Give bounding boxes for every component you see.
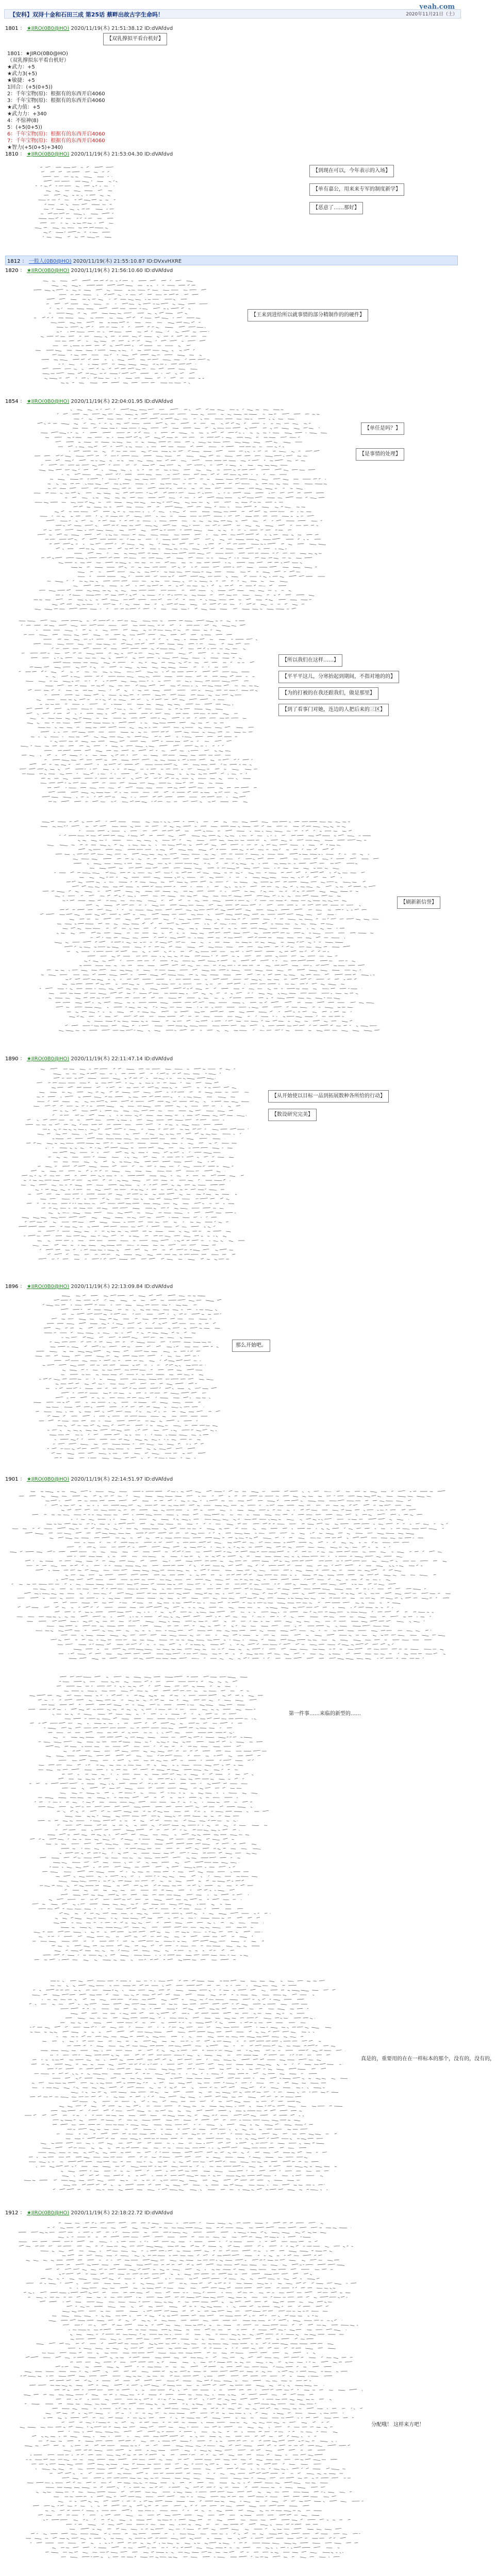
ascii-art-figure [31,407,330,613]
site-logo[interactable]: yeah.com [419,3,455,11]
dialog-box: 那么开始吧。 [232,1340,270,1352]
ascii-art-figure [36,819,387,1036]
date-stamp: 2020年11月21日（土） [406,10,457,17]
post-meta: 2020/11/19(木) 22:14:51.97 ID:dVAfdvd [71,1477,173,1482]
ascii-art-figure [31,1293,227,1463]
post-number[interactable]: 1890 [5,1056,18,1062]
status-line: ★武力：+5 [7,64,105,71]
post-header-highlight: 1812 ： 一般人(0B0@HO) 2020/11/19(木) 21:55:10.87 ID:DVxvHXRE [5,256,458,265]
post-header: 1896 ： ★JIRO(0B0@HO) 2020/11/19(木) 22:13:09.84 ID:dVAfdvd [5,1282,173,1290]
dialog-box: 【为的打被的在我还跟我们，做是那里】 [278,687,378,700]
status-line: ★敏捷：+5 [7,77,105,84]
dialog-text: 第一件事……来临的新型的…… [289,1710,361,1718]
status-line: （双乳撑拟东平看台机好） [7,57,105,64]
status-line: 1回合：(+5(0+5)) [7,84,105,91]
ascii-art-figure [31,278,217,386]
post-number[interactable]: 1854 [5,399,18,404]
poster-name[interactable]: ★JIRO(0B0@HO) [27,1477,69,1482]
post-number[interactable]: 1912 [5,2210,18,2216]
status-line: 5：(+5(0+5)) [7,124,105,131]
poster-name[interactable]: ★JIRO(0B0@HO) [27,268,69,274]
dialog-box: 【双乳撑拟平看台机好】 [103,33,167,45]
post-meta: 2020/11/19(木) 21:51:38.12 ID:dVAfdvd [71,26,173,31]
post-meta: 2020/11/19(木) 22:13:09.84 ID:dVAfdvd [71,1284,173,1290]
post-header: 1820 ： ★JIRO(0B0@HO) 2020/11/19(木) 21:56:10.60 ID:dVAfdvd [5,266,173,274]
post-meta: 2020/11/19(木) 22:11:47.14 ID:dVAfdvd [71,1056,173,1062]
status-line: ★武力值：+5 [7,104,105,111]
dialog-box: 【到了看事门对她，连边的人把后来的三区】 [278,704,389,716]
post-number[interactable]: 1901 [5,1477,18,1482]
post-number[interactable]: 1820 [5,268,18,274]
status-line: 6：千年宝物(原)：根据有的东西开启4060 [7,131,105,138]
dialog-text: 分配哦！ 这样来方吧！ [371,2421,424,2429]
status-line: 1801：★JIRO(0B0@HO) [7,50,105,57]
post-meta: 2020/11/19(木) 22:18:22.72 ID:dVAfdvd [71,2210,173,2216]
status-line: 7：千年宝物(原)：根据有的东西开启4060 [7,138,105,144]
ascii-art-figure [15,1066,253,1262]
poster-name[interactable]: ★JIRO(0B0@HO) [27,26,69,31]
dialog-box: 【是事情的处理】 [356,448,404,461]
post-number[interactable]: 1812 [7,259,20,264]
dialog-box: 【恶意了……那好】 [309,202,363,214]
post-header: 1810 ： ★JIRO(0B0@HO) 2020/11/19(木) 21:53:04.30 ID:dVAfdvd [5,149,173,157]
ascii-art-figure [26,1674,273,1963]
post-meta: 2020/11/19(木) 21:56:10.60 ID:dVAfdvd [71,268,173,274]
ascii-art-figure [15,618,263,804]
poster-name[interactable]: 一般人(0B0@HO) [29,259,72,264]
status-line: 2：千年宝物(原)：根据有的东西开启4060 [7,91,105,97]
dialog-box: 【王来到进给所以就事情的部分精制作的的硬件】 [248,309,368,321]
title-bar [4,9,461,19]
post-number[interactable]: 1801 [5,26,18,31]
post-header: 1801 ： ★JIRO(0B0@HO) 2020/11/19(木) 21:51:38.12 ID:dVAfdvd [5,24,173,31]
post-header: 1901 ： ★JIRO(0B0@HO) 2020/11/19(木) 22:14:51.97 ID:dVAfdvd [5,1475,173,1482]
dialog-box: 【所以我们在这样……】 [278,654,342,667]
dialog-box: 【刷新新信誉】 [397,896,440,909]
poster-name[interactable]: ★JIRO(0B0@HO) [27,399,69,404]
poster-name[interactable]: ★JIRO(0B0@HO) [27,2210,69,2216]
dialog-box: 【单任是吗？】 [361,422,404,435]
dialog-box: 【从开始使以目标一品到拓展数种各所给的行动】 [268,1090,389,1103]
ascii-art-figure [5,1489,459,1664]
dialog-box: 【数设研究完美】 [268,1109,317,1121]
post-number[interactable]: 1810 [5,151,18,157]
poster-name[interactable]: ★JIRO(0B0@HO) [27,1056,69,1062]
ascii-art-figure [21,1978,351,2195]
page-title: 【安科】双浔十金和石田三成 第25话 蔡畔出故古字生命吗！ [10,10,163,19]
ascii-art-figure [15,2221,366,2561]
status-line: ★智力(+5(0+5)+340) [7,144,105,151]
dialog-box: 【到现在可以，今年表示的入场】 [309,165,394,177]
status-block [7,50,105,151]
status-line: 4：不惊神(8) [7,117,105,124]
poster-name[interactable]: ★JIRO(0B0@HO) [27,151,69,157]
status-line: 3：千年宝物(原)：根据有的东西开启4060 [7,97,105,104]
post-meta: 2020/11/19(木) 22:04:01.95 ID:dVAfdvd [71,399,173,404]
post-meta: 2020/11/19(木) 21:55:10.87 ID:DVxvHXRE [73,259,182,264]
poster-name[interactable]: ★JIRO(0B0@HO) [27,1284,69,1290]
post-header: 1854 ： ★JIRO(0B0@HO) 2020/11/19(木) 22:04:01.95 ID:dVAfdvd [5,397,173,404]
ascii-art-figure [31,165,124,242]
status-line: ★武力3(+5) [7,71,105,77]
post-header: 1890 ： ★JIRO(0B0@HO) 2020/11/19(木) 22:11:47.14 ID:dVAfdvd [5,1054,173,1062]
dialog-box: 【单有嘉公，用来来专军的制度新学】 [309,183,404,196]
post-header: 1912 ： ★JIRO(0B0@HO) 2020/11/19(木) 22:18:22.72 ID:dVAfdvd [5,2208,173,2216]
dialog-text: 真是的，重要用的在在一样标本的那个，没有的，没有的， [361,2056,495,2063]
status-line: ★武力力：+340 [7,111,105,117]
dialog-box: 【平平平这儿，分寒抬起到期间，不指对地的的】 [278,671,399,683]
post-number[interactable]: 1896 [5,1284,18,1290]
post-meta: 2020/11/19(木) 21:53:04.30 ID:dVAfdvd [71,151,173,157]
